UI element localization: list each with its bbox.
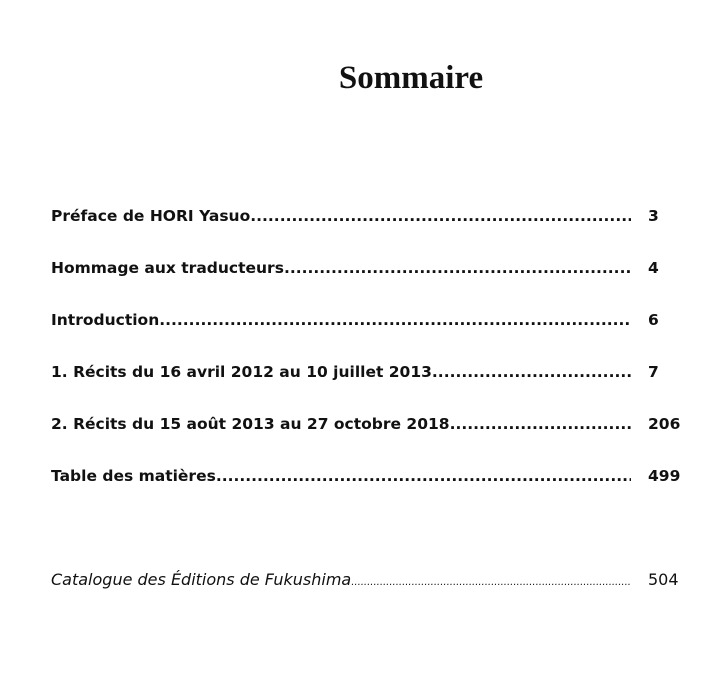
toc-entry-label: Table des matières [51, 467, 216, 485]
toc-entry[interactable] [51, 461, 691, 491]
toc-entry-page: 3 [648, 207, 659, 225]
toc-entry[interactable] [51, 201, 691, 231]
toc-entry-label: 1. Récits du 16 avril 2012 au 10 juillet 2013 [51, 363, 432, 381]
toc-entry-page: 7 [648, 363, 659, 381]
toc-entry-page: 206 [648, 415, 681, 433]
catalogue-entry-page: 504 [648, 570, 679, 589]
toc-entry-page: 499 [648, 467, 681, 485]
toc-entry-label: Introduction [51, 311, 160, 329]
toc-entry-label: 2. Récits du 15 août 2013 au 27 octobre 2018 [51, 415, 450, 433]
page-title: Sommaire [338, 60, 484, 96]
catalogue-entry[interactable] [51, 565, 691, 595]
toc-entry-page: 4 [648, 259, 659, 277]
toc-entry[interactable] [51, 253, 691, 283]
toc-entry[interactable] [51, 305, 691, 335]
toc-entry[interactable] [51, 409, 691, 439]
toc-entry-label: Préface de HORI Yasuo [51, 207, 251, 225]
catalogue-entry-label: Catalogue des Éditions de Fukushima [51, 570, 352, 589]
toc-entry-page: 6 [648, 311, 659, 329]
toc-entry-label: Hommage aux traducteurs [51, 259, 284, 277]
toc-entry[interactable] [51, 357, 691, 387]
